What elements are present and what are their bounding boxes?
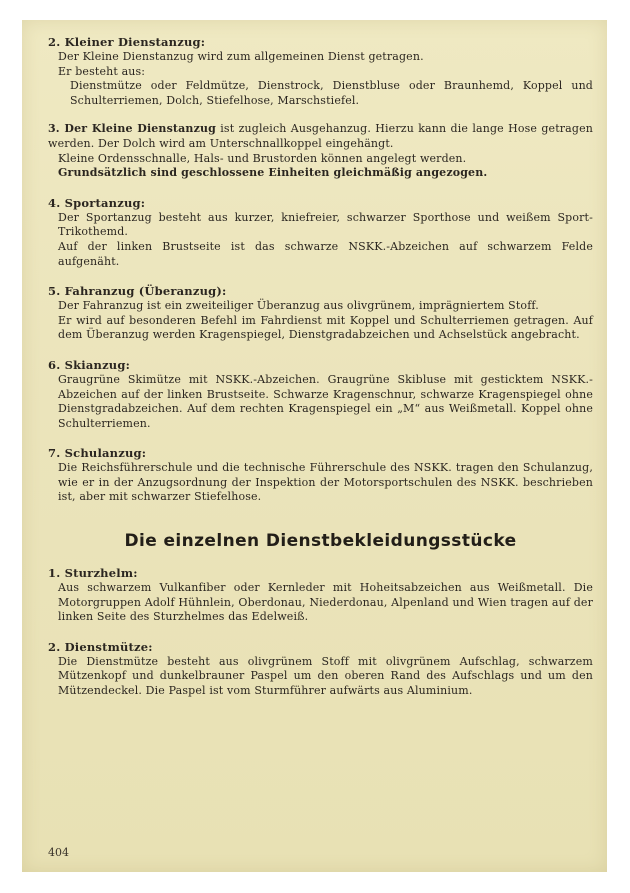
section-paragraph: Der Fahranzug ist ein zweiteiliger Überanzug aus olivgrünem, imprägniertem Stoff. [58,299,539,313]
section-skianzug [48,357,593,431]
section-fahranzug [48,283,593,343]
page-number: 404 [48,846,69,859]
section-heading: 4. Sportanzug: [48,195,146,210]
section-paragraph: Die Dienstmütze besteht aus olivgrünem Stoff mit olivgrünem Aufschlag, schwarzem Mützenkopf und dunkelbrauner Paspel um den oberen Rand des Aufschlags und um den Mützendeckel. Die Paspel ist vom Sturmführer aufwärts aus Aluminium. [58,654,593,698]
section-paragraph: Er besteht aus: [58,64,146,78]
section-paragraph: Auf der linken Brustseite ist das schwarze NSKK.-Abzeichen auf schwarzem Felde aufgenäht. [58,239,593,268]
section-paragraph: Dienstmütze oder Feldmütze, Dienstrock, Dienstbluse oder Braunhemd, Koppel und Schulterriemen, Dolch, Stiefelhose, Marschstiefel. [70,79,593,107]
section-paragraph: Die Reichsführerschule und die technische Führerschule des NSKK. tragen den Schulanzug, wie er in der Anzugsordnung der Inspektion der Motorsportschulen des NSKK. beschrieben ist, aber mit schwarzer Stiefelhose. [58,461,593,504]
section-sturzhelm [48,565,593,625]
chapter-title: Die einzelnen Dienstbekleidungsstücke [124,531,517,552]
section-paragraph: Er wird auf besonderen Befehl im Fahrdienst mit Koppel und Schulterriemen getragen. Auf dem Überanzug werden Kragenspiegel, Dienstgradabzeichen und Achselstück angebracht. [58,313,593,342]
section-sportanzug [48,195,593,269]
section-heading: 2. Dienstmütze: [48,639,153,654]
section-ausgehanzug [48,122,593,180]
section-paragraph: Graugrüne Skimütze mit NSKK.-Abzeichen. Graugrüne Skibluse mit gesticktem NSKK.-Abzeichen auf der linken Brustseite. Schwarze Kragenschnur, schwarze Kragenspiegel ohne Dienstgradabzeichen. Auf dem rechten Kragenspiegel ein „M“ aus Weißmetall. Koppel ohne Schulterriemen. [58,372,593,430]
section-paragraph: Der Sportanzug besteht aus kurzer, kniefreier, schwarzer Sporthose und weißem Sport-Trikothemd. [58,210,593,239]
section-paragraph: Grundsätzlich sind geschlossene Einheiten gleichmäßig angezogen. [58,166,488,180]
section-heading: 1. Sturzhelm: [48,566,138,581]
section-heading: 7. Schulanzug: [48,446,147,461]
section-heading: 5. Fahranzug (Überanzug): [48,284,227,299]
section-lead-text: ist zugleich Ausgehanzug. Hierzu kann die lange Hose getragen werden. Der Dolch wird am Unterschnallkoppel eingehängt. [48,122,593,150]
section-paragraph: Aus schwarzem Vulkanfiber oder Kernleder mit Hoheitsabzeichen aus Weißmetall. Die Motorgruppen Adolf Hühnlein, Oberdonau, Niederdonau, Alpenland und Wien tragen auf der linken Seite des Sturzhelmes das Edelweiß. [58,581,593,624]
section-heading: 3. Der Kleine Dienstanzug [48,122,216,136]
section-kleiner-dienstanzug [48,34,593,108]
section-heading: 6. Skianzug: [48,357,131,372]
section-paragraph: Der Kleine Dienstanzug wird zum allgemeinen Dienst getragen. [58,50,424,63]
section-paragraph: Kleine Ordensschnalle, Hals- und Brustorden können angelegt werden. [58,151,467,165]
section-dienstmuetze [48,639,593,699]
section-lead-paragraph [48,122,593,151]
page-content [48,34,593,713]
section-heading: 2. Kleiner Dienstanzug: [48,35,206,49]
document-page [22,20,607,872]
section-schulanzug [48,445,593,505]
